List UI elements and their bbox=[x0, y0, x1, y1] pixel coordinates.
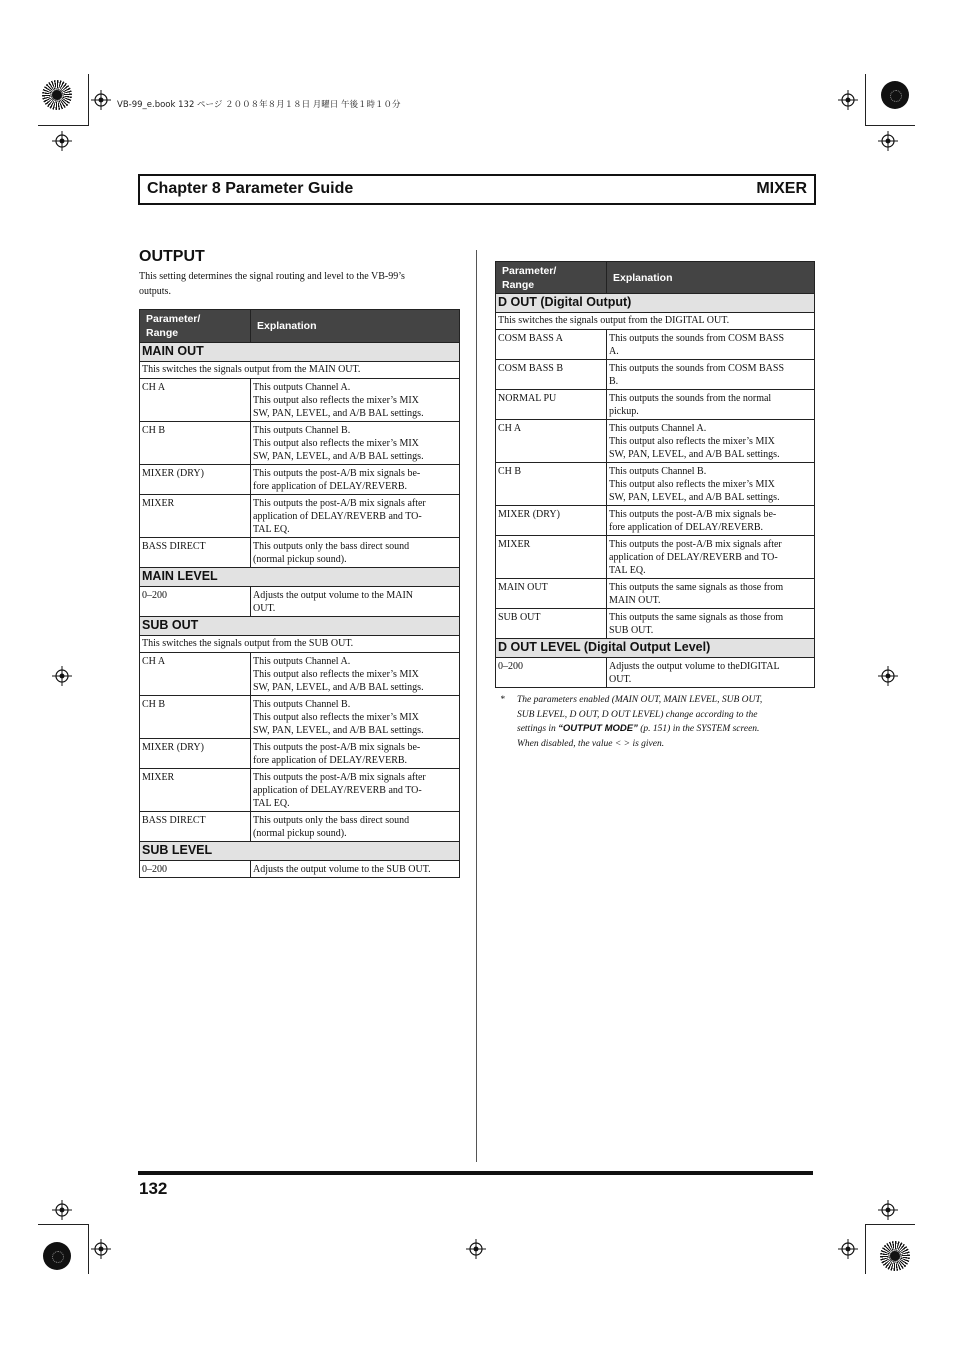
table-row bbox=[140, 465, 460, 495]
explanation-cell: Adjusts the output volume to the MAIN OUT. bbox=[251, 587, 460, 617]
table-row bbox=[496, 360, 815, 390]
explanation-header: Explanation bbox=[607, 262, 815, 294]
param-cell: COSM BASS B bbox=[496, 360, 607, 390]
explanation-cell: This outputs Channel A. This output also reflects the mixer’s MIX SW, PAN, LEVEL, and A/B BAL settings. bbox=[251, 653, 460, 696]
table-row bbox=[496, 609, 815, 639]
param-cell: BASS DIRECT bbox=[140, 538, 251, 568]
chapter-title: Chapter 8 Parameter Guide bbox=[147, 180, 354, 197]
param-cell: BASS DIRECT bbox=[140, 812, 251, 842]
crosshair-icon bbox=[878, 666, 898, 686]
param-cell: SUB OUT bbox=[496, 609, 607, 639]
explanation-cell: This outputs Channel A. This output also reflects the mixer’s MIX SW, PAN, LEVEL, and A/B BAL settings. bbox=[607, 420, 815, 463]
explanation-cell: This outputs Channel B. This output also reflects the mixer’s MIX SW, PAN, LEVEL, and A/B BAL settings. bbox=[251, 422, 460, 465]
table-row bbox=[140, 538, 460, 568]
table-row bbox=[140, 739, 460, 769]
explanation-cell: This outputs the post-A/B mix signals be- fore application of DELAY/REVERB. bbox=[607, 506, 815, 536]
param-cell: CH A bbox=[140, 653, 251, 696]
output-intro: This setting determines the signal routing and level to the VB-99’s outputs. bbox=[139, 271, 405, 297]
param-cell: CH B bbox=[496, 463, 607, 506]
crosshair-icon bbox=[52, 666, 72, 686]
explanation-cell: This outputs the sounds from COSM BASS B. bbox=[607, 360, 815, 390]
table-row bbox=[496, 579, 815, 609]
crosshair-icon bbox=[52, 131, 72, 151]
param-cell: MIXER bbox=[140, 495, 251, 538]
param-cell: MAIN OUT bbox=[496, 579, 607, 609]
param-cell: MIXER (DRY) bbox=[496, 506, 607, 536]
explanation-header: Explanation bbox=[251, 310, 460, 343]
explanation-cell: This outputs the post-A/B mix signals after application of DELAY/REVERB and TO- TAL EQ. bbox=[251, 495, 460, 538]
main-out-description: This switches the signals output from the MAIN OUT. bbox=[140, 362, 460, 379]
table-row bbox=[496, 390, 815, 420]
explanation-cell: Adjusts the output volume to the SUB OUT. bbox=[251, 861, 460, 878]
explanation-cell: This outputs the post-A/B mix signals after application of DELAY/REVERB and TO- TAL EQ. bbox=[607, 536, 815, 579]
param-cell: CH A bbox=[140, 379, 251, 422]
table-row bbox=[140, 861, 460, 878]
section-main-out: MAIN OUT bbox=[140, 343, 460, 362]
registration-dot-icon bbox=[881, 81, 909, 109]
param-cell: CH B bbox=[140, 696, 251, 739]
page-number: 132 bbox=[139, 1179, 168, 1198]
param-cell: COSM BASS A bbox=[496, 330, 607, 360]
output-parameter-table bbox=[139, 309, 460, 878]
column-divider bbox=[476, 250, 477, 1162]
registration-dot-icon bbox=[43, 1242, 71, 1270]
table-row bbox=[496, 330, 815, 360]
param-cell: MIXER bbox=[140, 769, 251, 812]
explanation-cell: This outputs the post-A/B mix signals after application of DELAY/REVERB and TO- TAL EQ. bbox=[251, 769, 460, 812]
section-sub-level: SUB LEVEL bbox=[140, 842, 460, 861]
param-range-header: Parameter/ Range bbox=[496, 262, 607, 294]
param-cell: MIXER (DRY) bbox=[140, 739, 251, 769]
output-heading: OUTPUT bbox=[139, 248, 205, 265]
registration-star-icon bbox=[42, 80, 72, 110]
table-row bbox=[496, 506, 815, 536]
table-row bbox=[496, 658, 815, 688]
param-range-header: Parameter/ Range bbox=[140, 310, 251, 343]
crosshair-icon bbox=[878, 1200, 898, 1220]
table-row bbox=[140, 812, 460, 842]
param-cell: 0–200 bbox=[140, 587, 251, 617]
param-cell: 0–200 bbox=[496, 658, 607, 688]
footer-rule bbox=[138, 1171, 813, 1175]
explanation-cell: This outputs the post-A/B mix signals be- fore application of DELAY/REVERB. bbox=[251, 465, 460, 495]
explanation-cell: This outputs only the bass direct sound (normal pickup sound). bbox=[251, 538, 460, 568]
param-cell: NORMAL PU bbox=[496, 390, 607, 420]
explanation-cell: This outputs Channel B. This output also reflects the mixer’s MIX SW, PAN, LEVEL, and A/B BAL settings. bbox=[251, 696, 460, 739]
param-cell: MIXER bbox=[496, 536, 607, 579]
explanation-cell: This outputs the sounds from COSM BASS A. bbox=[607, 330, 815, 360]
crosshair-icon bbox=[838, 90, 858, 110]
table-row bbox=[140, 653, 460, 696]
section-sub-out: SUB OUT bbox=[140, 617, 460, 636]
table-row bbox=[140, 769, 460, 812]
chapter-header bbox=[138, 174, 816, 205]
param-cell: 0–200 bbox=[140, 861, 251, 878]
section-d-out: D OUT (Digital Output) bbox=[496, 294, 815, 313]
section-d-out-level: D OUT LEVEL (Digital Output Level) bbox=[496, 639, 815, 658]
param-cell: CH A bbox=[496, 420, 607, 463]
output-mode-reference: “OUTPUT MODE” bbox=[558, 723, 638, 734]
explanation-cell: This outputs Channel B. This output also reflects the mixer’s MIX SW, PAN, LEVEL, and A/B BAL settings. bbox=[607, 463, 815, 506]
param-cell: CH B bbox=[140, 422, 251, 465]
explanation-cell: This outputs the sounds from the normal pickup. bbox=[607, 390, 815, 420]
table-header-row bbox=[496, 262, 815, 294]
crosshair-icon bbox=[91, 90, 111, 110]
param-cell: MIXER (DRY) bbox=[140, 465, 251, 495]
crosshair-icon bbox=[466, 1239, 486, 1259]
table-row bbox=[496, 420, 815, 463]
explanation-cell: This outputs the same signals as those from SUB OUT. bbox=[607, 609, 815, 639]
explanation-cell: This outputs only the bass direct sound (normal pickup sound). bbox=[251, 812, 460, 842]
table-row bbox=[496, 463, 815, 506]
table-row bbox=[496, 536, 815, 579]
table-header-row bbox=[140, 310, 460, 343]
table-row bbox=[140, 696, 460, 739]
crosshair-icon bbox=[91, 1239, 111, 1259]
section-title: MIXER bbox=[756, 180, 807, 197]
explanation-cell: Adjusts the output volume to theDIGITAL OUT. bbox=[607, 658, 815, 688]
table-row bbox=[140, 422, 460, 465]
registration-star-icon bbox=[880, 1241, 910, 1271]
crosshair-icon bbox=[878, 131, 898, 151]
sub-out-description: This switches the signals output from the SUB OUT. bbox=[140, 636, 460, 653]
explanation-cell: This outputs the same signals as those from MAIN OUT. bbox=[607, 579, 815, 609]
crosshair-icon bbox=[838, 1239, 858, 1259]
explanation-cell: This outputs the post-A/B mix signals be- fore application of DELAY/REVERB. bbox=[251, 739, 460, 769]
table-row bbox=[140, 495, 460, 538]
print-slug: VB-99_e.book 132 ページ ２００８年８月１８日 月曜日 午後１時１０分 bbox=[117, 100, 401, 110]
crosshair-icon bbox=[52, 1200, 72, 1220]
footnote-marker: * bbox=[500, 695, 505, 705]
digital-output-table bbox=[495, 261, 815, 688]
table-row bbox=[140, 379, 460, 422]
explanation-cell: This outputs Channel A. This output also reflects the mixer’s MIX SW, PAN, LEVEL, and A/B BAL settings. bbox=[251, 379, 460, 422]
table-row bbox=[140, 587, 460, 617]
section-main-level: MAIN LEVEL bbox=[140, 568, 460, 587]
d-out-description: This switches the signals output from the DIGITAL OUT. bbox=[496, 313, 815, 330]
